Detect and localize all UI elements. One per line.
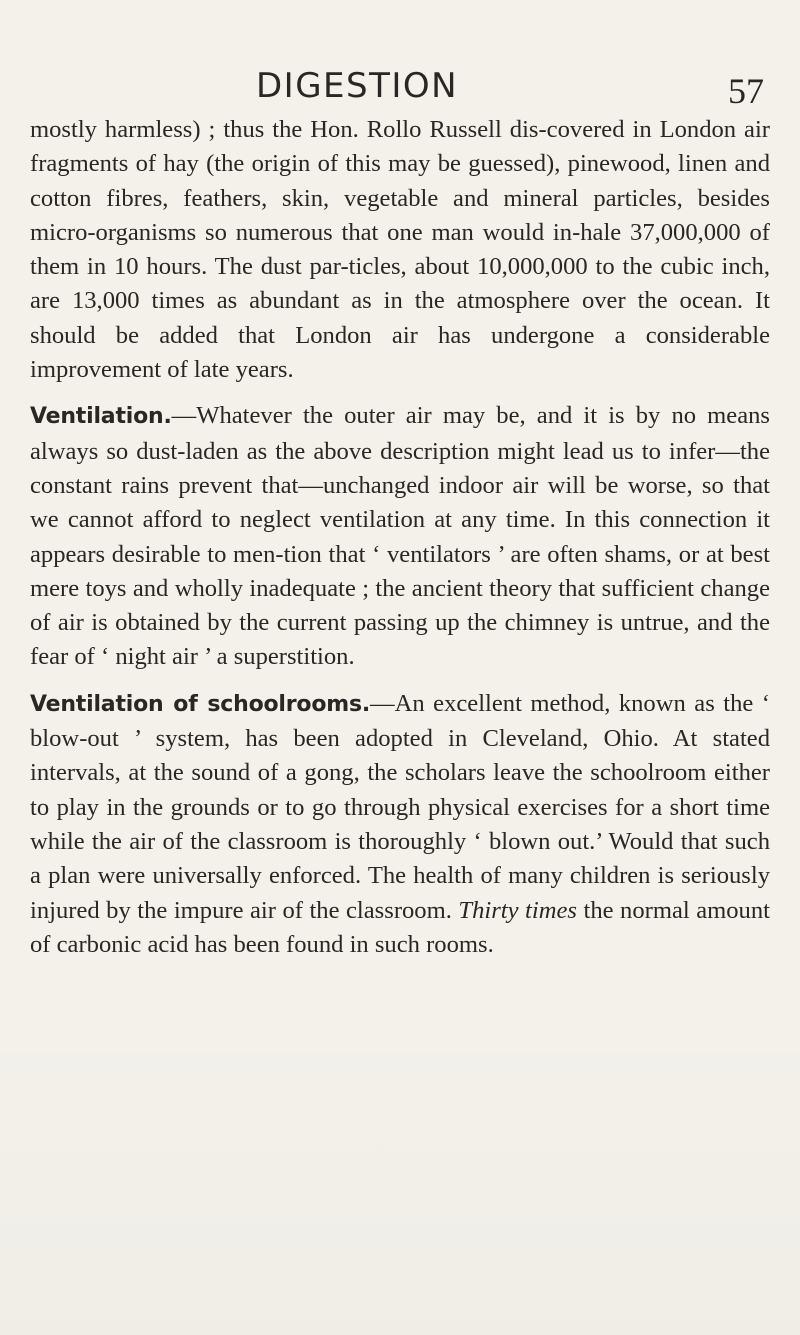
running-head-title: DIGESTION xyxy=(256,66,459,106)
section-heading-ventilation: Ventilation. xyxy=(30,404,172,430)
body-text xyxy=(30,113,770,974)
running-head xyxy=(30,66,770,111)
emphasized-text: Thirty times xyxy=(458,896,577,924)
paragraph-dust-particles xyxy=(30,113,770,387)
paragraph-schoolrooms xyxy=(30,687,770,962)
book-page xyxy=(30,0,770,1335)
paragraph-ventilation xyxy=(30,399,770,674)
paragraph-text: mostly harmless) ; thus the Hon. Rollo Russell dis-covered in London air fragments of hay (the origin of this may be guessed), pinewood, linen and cotton fibres, feathers, skin, vegetable and mineral particles, besides micro-organisms so numerous that one man would in-hale 37,000,000 of them in 10 hours. The dust par-ticles, about 10,000,000 to the cubic inch, are 13,000 times as abundant as in the atmosphere over the ocean. It should be added that London air has undergone a considerable improvement of late years. xyxy=(30,116,770,384)
paragraph-text: the normal amount of carbonic acid has been found in such rooms. xyxy=(30,896,770,958)
paragraph-text: —An excellent method, known as the ‘ blow-out ’ system, has been adopted in Cleveland, Ohio. At stated intervals, at the sound of a gong, the scholars leave the schoolroom either to play in the grounds or to go through physical exercises for a short time while the air of the classroom is thoroughly ‘ blown out.’ Would that such a plan were universally enforced. The health of many children is seriously injured by the impure air of the classroom. xyxy=(30,689,770,924)
section-heading-schoolrooms: Ventilation of schoolrooms. xyxy=(30,691,371,717)
page-number: 57 xyxy=(728,71,764,111)
paragraph-text: —Whatever the outer air may be, and it is by no means always so dust-laden as the above description might lead us to infer—the constant rains prevent that—unchanged indoor air will be worse, so that we cannot afford to neglect ventilation at any time. In this connection it appears desirable to men-tion that ‘ ventilators ’ are often shams, or at best mere toys and wholly inadequate ; the ancient theory that sufficient change of air is obtained by the current passing up the chimney is untrue, and the fear of ‘ night air ’ a superstition. xyxy=(30,402,770,671)
